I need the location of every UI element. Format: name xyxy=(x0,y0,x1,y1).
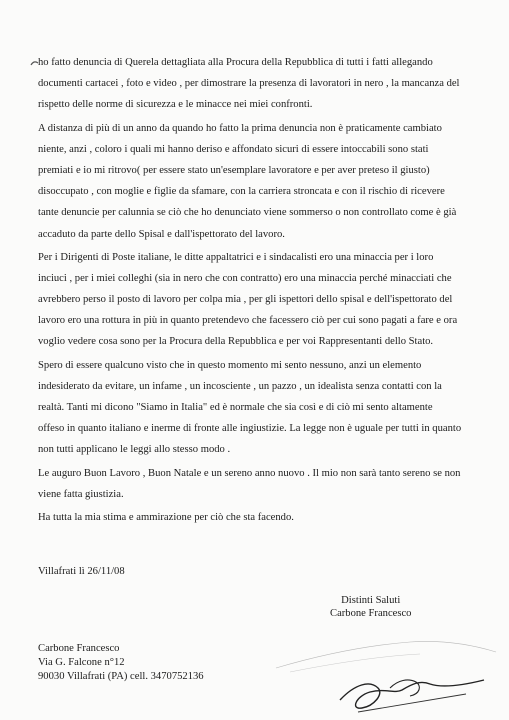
text-line: Le auguro Buon Lavoro , Buon Natale e un sereno anno nuovo . Il mio non sarà tanto sereno se non xyxy=(38,467,461,479)
paragraph-4 xyxy=(38,355,478,461)
text-line: accaduto da parte dello Spisal e dall'ispettorato del lavoro. xyxy=(38,228,285,240)
paragraph-5 xyxy=(38,463,478,505)
text-line: lavoro ero una rottura in più in quanto pretendevo che facessero ciò per cui sono pagati a fare e ora xyxy=(38,315,458,327)
text-line: A distanza di più di un anno da quando ho fatto la prima denuncia non è praticamente cambiato xyxy=(38,122,442,134)
paragraph-2 xyxy=(38,118,478,245)
sender-address: Via G. Falcone n°12 xyxy=(38,657,125,668)
text-line: offeso in quanto italiano e inerme di fronte alle ingiustizie. La legge non è uguale per tutti in quanto xyxy=(38,423,462,435)
text-line: Spero di essere qualcuno visto che in questo momento mi sento nessuno, anzi un elemento xyxy=(38,359,422,371)
text-line: niente, anzi , coloro i quali mi hanno deriso e affondato sicuri di essere intoccabili sono stati xyxy=(38,143,429,155)
text-line: viene fatta giustizia. xyxy=(38,488,124,500)
paragraph-3 xyxy=(38,247,478,353)
text-line: rispetto delle norme di sicurezza e le minacce nei miei confronti. xyxy=(38,99,313,111)
sender-city-phone: 90030 Villafrati (PA) cell. 3470752136 xyxy=(38,671,204,682)
closing-salutation: Distinti Saluti xyxy=(341,595,401,606)
text-line: tante denuncie per calunnia se ciò che ho denunciato viene sommerso o non controllato come è già xyxy=(38,207,457,219)
text-line: voglio vedere cosa sono per la Procura della Repubblica e per voi Rappresentanti dello Stato. xyxy=(38,336,434,348)
text-line: Per i Dirigenti di Poste italiane, le ditte appaltatrici e i sindacalisti ero una minaccia per i loro xyxy=(38,251,434,263)
text-line: premiati e io mi ritrovo( per essere stato un'esemplare lavoratore e per aver preteso il giusto) xyxy=(38,164,430,176)
text-line: documenti cartacei , foto e video , per dimostrare la presenza di lavoratori in nero , la mancanza del xyxy=(38,78,460,90)
sender-block xyxy=(38,642,204,684)
text-line: disoccupato , con moglie e figlie da sfamare, con la carriera stroncata e con il rischio di ricevere xyxy=(38,186,445,198)
paragraph-1 xyxy=(38,52,478,116)
text-line: Ha tutta la mia stima e ammirazione per ciò che sta facendo. xyxy=(38,511,294,523)
paragraph-6 xyxy=(38,507,478,528)
letter-body xyxy=(38,52,478,528)
closing-block xyxy=(330,594,411,620)
text-line: realtà. Tanti mi dicono "Siamo in Italia" ed è normale che sia così e di ciò mi sento altamente xyxy=(38,402,433,413)
text-line: non tutti applicano le leggi allo stesso modo . xyxy=(38,444,231,456)
text-line: avrebbero perso il posto di lavoro per colpa mia , per gli ispettori dello spisal e dell'ispettorato del xyxy=(38,294,453,306)
closing-name: Carbone Francesco xyxy=(330,608,412,619)
sender-name: Carbone Francesco xyxy=(38,643,120,654)
text-line: ho fatto denuncia di Querela dettagliata alla Procura della Repubblica di tutti i fatti allegando xyxy=(38,57,433,68)
place-date: Villafrati lì 26/11/08 xyxy=(38,566,125,577)
handwritten-signature xyxy=(270,628,500,720)
text-line: inciuci , per i miei colleghi (sia in nero che con contratto) ero una minaccia perché minacciati che xyxy=(38,272,452,284)
text-line: indesiderato da evitare, un infame , un incosciente , un pazzo , un idealista senza contatti con la xyxy=(38,380,442,392)
